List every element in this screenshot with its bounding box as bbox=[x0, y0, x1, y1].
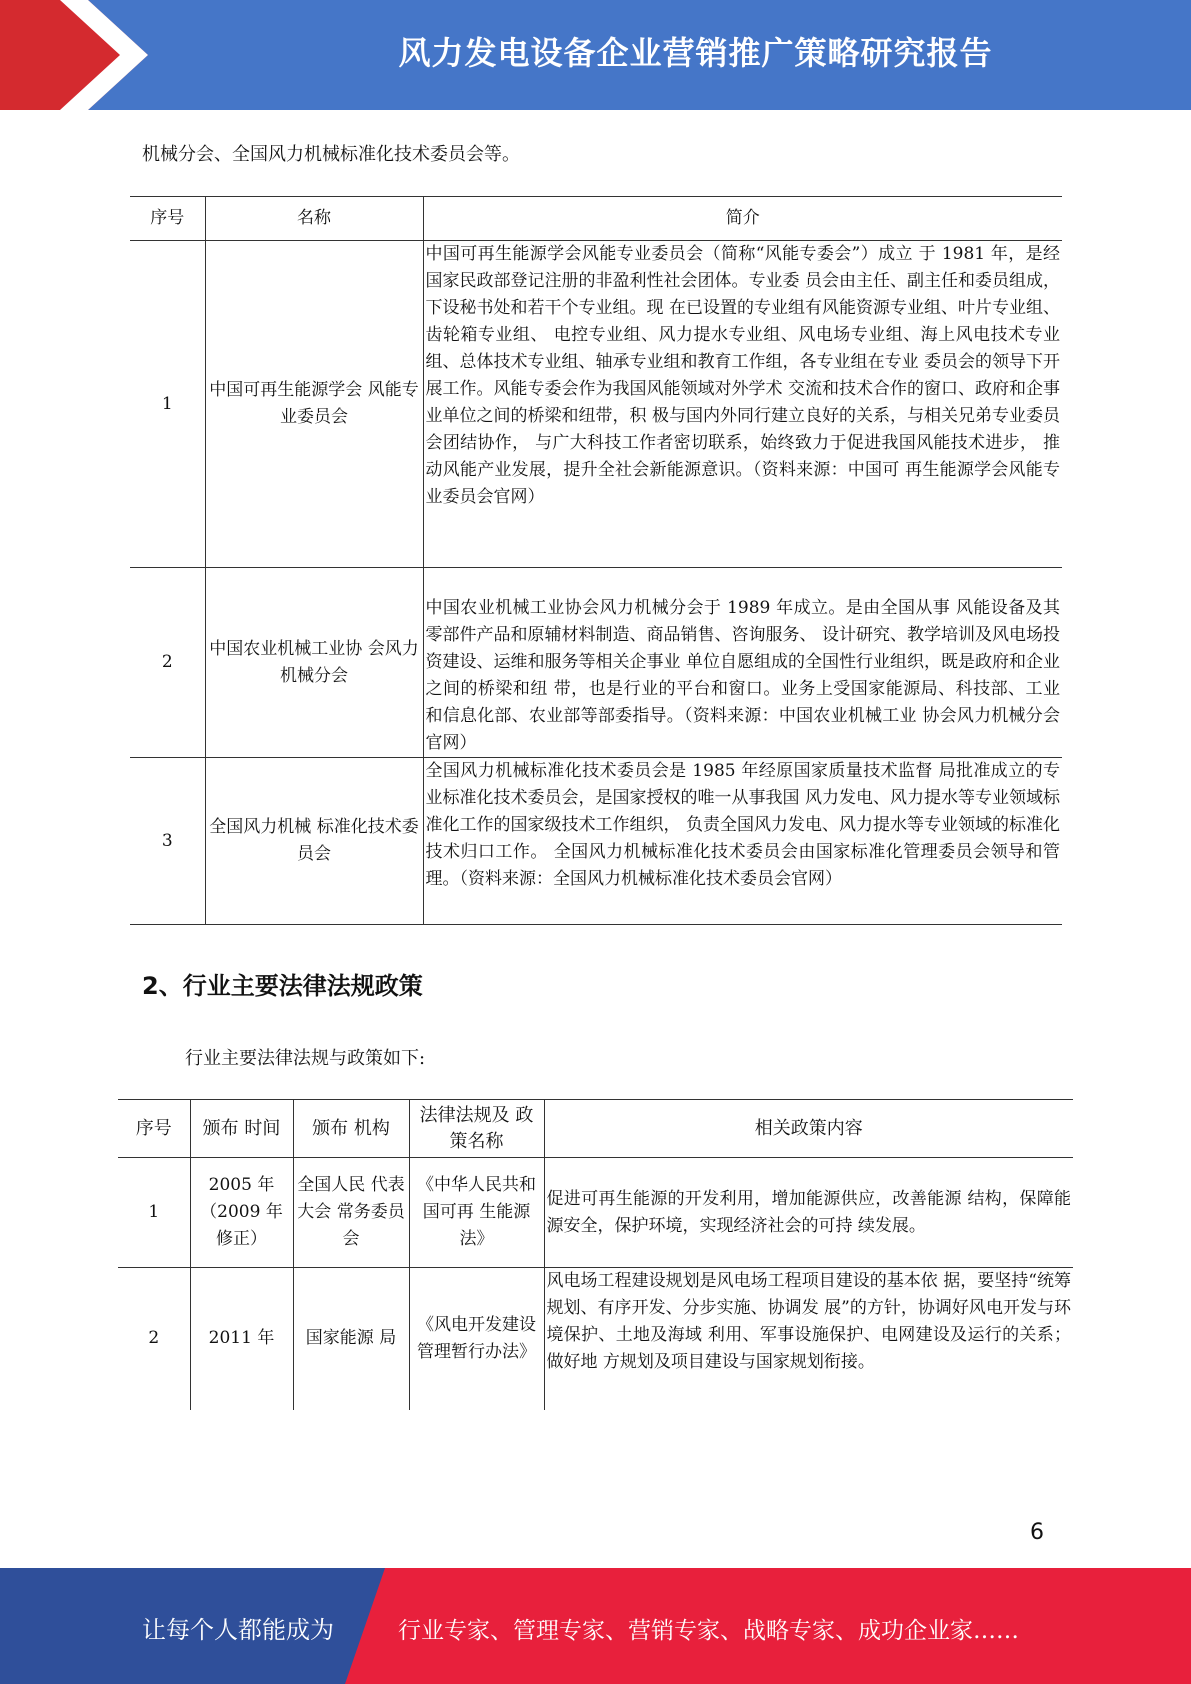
table-row bbox=[130, 568, 1062, 758]
table-header-row bbox=[130, 197, 1062, 241]
page-number: 6 bbox=[1030, 1520, 1044, 1545]
table-row bbox=[118, 1268, 1073, 1410]
table-header-row bbox=[118, 1100, 1073, 1158]
org-name: 全国风力机械 标准化技术委员会 bbox=[205, 758, 423, 925]
table-row bbox=[130, 758, 1062, 925]
policy-content: 风电场工程建设规划是风电场工程项目建设的基本依 据，要坚持“统筹规划、有序开发、分步实施、协调发 展”的方针，协调好风电开发与环境保护、土地及海域 利用、军事设施保护、电网建设及运行的关系；做好地 方规划及项目建设与国家规划衔接。 bbox=[544, 1268, 1073, 1410]
table-row bbox=[118, 1158, 1073, 1268]
header-cell: 序号 bbox=[130, 197, 205, 241]
page-header bbox=[0, 0, 1191, 110]
org-description: 中国可再生能源学会风能专业委员会（简称“风能专委会”）成立 于 1981 年，是经国家民政部登记注册的非盈利性社会团体。专业委 员会由主任、副主任和委员组成，下设秘书处和若干个专业组。现 在已设置的专业组有风能资源专业组、叶片专业组、齿轮箱专业组、 电控专业组、风力提水专业组、风电场专业组、海上风电技术专业 组、总体技术专业组、轴承专业组和教育工作组，各专业组在专业 委员会的领导下开展工作。风能专委会作为我国风能领域对外学术 交流和技术合作的窗口、政府和企事业单位之间的桥梁和纽带，积 极与国内外同行建立良好的关系，与相关兄弟专业委员会团结协作， 与广大科技工作者密切联系，始终致力于促进我国风能技术进步， 推动风能产业发展，提升全社会新能源意识。（资料来源：中国可 再生能源学会风能专业委员会官网） bbox=[423, 241, 1062, 568]
org-name: 中国农业机械工业协 会风力机械分会 bbox=[205, 568, 423, 758]
issuing-org: 国家能源 局 bbox=[293, 1268, 409, 1410]
org-description: 中国农业机械工业协会风力机械分会于 1989 年成立。是由全国从事 风能设备及其零部件产品和原辅材料制造、商品销售、咨询服务、 设计研究、教学培训及风电场投资建设、运维和服务等相关企事业 单位自愿组成的全国性行业组织，既是政府和企业之间的桥梁和纽 带，也是行业的平台和窗口。业务上受国家能源局、科技部、工业 和信息化部、农业部等部委指导。（资料来源：中国农业机械工业 协会风力机械分会官网） bbox=[423, 568, 1062, 758]
org-table bbox=[130, 196, 1062, 925]
row-number: 1 bbox=[118, 1158, 190, 1268]
law-name: 《风电开发建设管理暂行办法》 bbox=[409, 1268, 544, 1410]
header-cell: 简介 bbox=[423, 197, 1062, 241]
header-cell: 颁布 时间 bbox=[190, 1100, 293, 1158]
page-footer bbox=[0, 1568, 1191, 1684]
row-number: 2 bbox=[118, 1268, 190, 1410]
org-description: 全国风力机械标准化技术委员会是 1985 年经原国家质量技术监督 局批准成立的专业标准化技术委员会，是国家授权的唯一从事我国 风力发电、风力提水等专业领域标准化工作的国家级技术工作组织， 负责全国风力发电、风力提水等专业领域的标准化技术归口工作。 全国风力机械标准化技术委员会由国家标准化管理委员会领导和管 理。（资料来源：全国风力机械标准化技术委员会官网） bbox=[423, 758, 1062, 925]
section-heading: 2、行业主要法律法规政策 bbox=[142, 972, 423, 1000]
header-cell: 名称 bbox=[205, 197, 423, 241]
row-number: 1 bbox=[130, 241, 205, 568]
row-number: 2 bbox=[130, 568, 205, 758]
issuing-org: 全国人民 代表大会 常务委员 会 bbox=[293, 1158, 409, 1268]
table-row bbox=[130, 241, 1062, 568]
header-title: 风力发电设备企业营销推广策略研究报告 bbox=[398, 34, 993, 72]
footer-slogan-right: 行业专家、管理专家、营销专家、战略专家、成功企业家…… bbox=[398, 1618, 1019, 1644]
issue-time: 2005 年（2009 年修正） bbox=[190, 1158, 293, 1268]
section-intro: 行业主要法律法规与政策如下: bbox=[185, 1048, 426, 1069]
header-cell: 法律法规及 政策名称 bbox=[409, 1100, 544, 1158]
policy-content: 促进可再生能源的开发利用，增加能源供应，改善能源 结构，保障能源安全，保护环境，实现经济社会的可持 续发展。 bbox=[544, 1158, 1073, 1268]
header-cell: 序号 bbox=[118, 1100, 190, 1158]
header-cell: 颁布 机构 bbox=[293, 1100, 409, 1158]
row-number: 3 bbox=[130, 758, 205, 925]
intro-text: 机械分会、全国风力机械标准化技术委员会等。 bbox=[142, 144, 520, 165]
org-name: 中国可再生能源学会 风能专业委员会 bbox=[205, 241, 423, 568]
footer-slogan-left: 让每个人都能成为 bbox=[142, 1616, 334, 1644]
law-name: 《中华人民共和国可再 生能源法》 bbox=[409, 1158, 544, 1268]
law-table bbox=[118, 1099, 1073, 1410]
header-chevron-icon bbox=[0, 0, 200, 110]
issue-time: 2011 年 bbox=[190, 1268, 293, 1410]
header-cell: 相关政策内容 bbox=[544, 1100, 1073, 1158]
